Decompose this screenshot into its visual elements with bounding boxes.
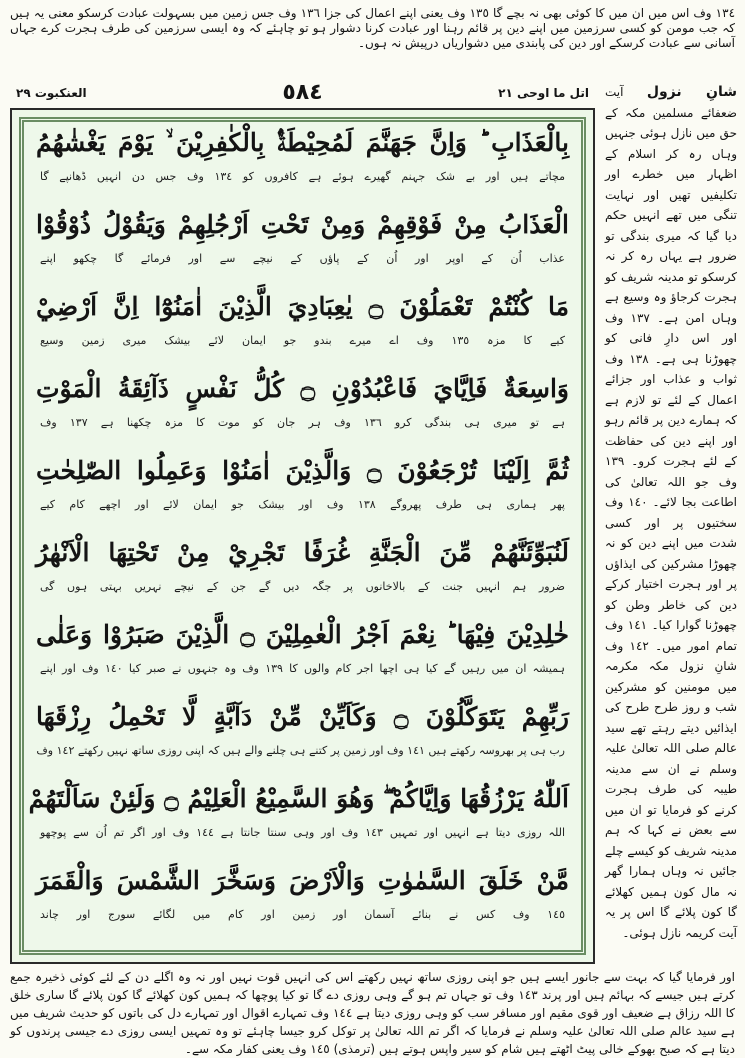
arabic-line: لَنُبَوِّئَنَّهُمْ مِّنَ الْجَنَّةِ غُرَفًا تَجْرِيْ مِنْ تَحْتِهَا الْاَنْهٰرُ	[36, 538, 569, 567]
translation-line: مچاتے ہیں اور بے شک جہنم گھیرے ہوئے ہے کافروں کو ١٣٤ وف جس دن انہیں ڈھانپے گا	[40, 170, 566, 183]
side-commentary-text: آیت ضعفائے مسلمین مکہ کے حق میں نازل ہوئی جنہیں وہاں رہ کر اسلام کے اظہار میں خطرے اور تکلیفیں تھیں اور نہایت تنگی میں تھے انہیں حکم دیا گیا کہ میری بندگی تو ضرور ہے یہاں رہ کر نہ کرسکو تو مدینہ شریف کو ہجرت کرجاؤ وہ وسیع ہے وہاں امن ہے۔ ١٣٧ وف اور اس دارِ فانی کو چھوڑنا ہی ہے۔ ١٣٨ وف ثواب و عذاب اور جزائے اعمال کے لئے تو لازم ہے کہ ہمارے دین پر قائم رہو اور اپنے دین کی حفاظت کے لئے ہجرت کرو۔ ١٣٩ وف جو اللہ تعالیٰ کی اطاعت بجا لائے۔ ١٤٠ وف سختیوں پر اور کسی شدت میں اپنے دین کو نہ چھوڑا مشرکین کی ایذاؤں پر اور ہجرت اختیار کرکے دین کی خاطر وطن کو چھوڑنا گوارا کیا۔ ١٤١ وف تمام امور میں۔ ١٤٢ وف شانِ نزول مکہ مکرمہ میں مومنین کو مشرکین شب و روز طرح طرح کی ایذائیں دیتے رہتے تھے سید عالم صلی اللہ تعالیٰ علیہ وسلم نے ان سے مدینہ طیبہ کی طرف ہجرت کرنے کو فرمایا تو ان میں سے بعض نے کہا کہ ہم مدینہ شریف کو کیسے چلے جائیں نہ وہاں ہمارا گھر نہ مال کون ہمیں کھلائے گا کون پلائے گا اس پر یہ آیت کریمہ نازل ہوئی۔	[605, 85, 737, 940]
page-number: ٥٨٤	[282, 80, 323, 105]
arabic-line: رَبِّهِمْ يَتَوَكَّلُوْنَ ۝ وَكَاَيِّنْ مِّنْ دَآبَّةٍ لَّا تَحْمِلُ رِزْقَهَا	[36, 702, 569, 731]
arabic-line: الْعَذَابُ مِنْ فَوْقِهِمْ وَمِنْ تَحْتِ اَرْجُلِهِمْ وَيَقُوْلُ ذُوْقُوْا	[36, 210, 569, 239]
translation-line: ہے تو میری ہی بندگی کرو ١٣٦ وف ہر جان کو موت کا مزہ چکھنا ہے ١٣٧ وف	[40, 416, 565, 429]
arabic-line: خٰلِدِيْنَ فِيْهَا ؕ نِعْمَ اَجْرُ الْعٰمِلِيْنَ ۝ الَّذِيْنَ صَبَرُوْا وَعَلٰى	[36, 620, 569, 649]
translation-line: ہمیشہ ان میں رہیں گے کیا ہی اچھا اجر کام والوں کا ١٣٩ وف وہ جنہوں نے صبر کیا ١٤٠ وف اور اپنے	[40, 662, 566, 675]
translation-line: پھر ہماری ہی طرف پھروگے ١٣٨ وف اور بیشک جو ایمان لائے اور اچھے کام کیے	[40, 498, 565, 511]
translation-line: کیے کا مزہ ١٣٥ وف اے میرے بندو جو ایمان لائے بیشک میری زمین وسیع	[40, 334, 565, 347]
juz-reference: اتل ما اوحی ٢١	[498, 86, 589, 100]
translation-line: عذاب اُن کے اوپر اور اُن کے پاؤں کے نیچے سے اور فرمائے گا چکھو اپنے	[40, 252, 565, 265]
surah-name: العنکبوت ٢٩	[16, 86, 87, 100]
arabic-line: وَاسِعَةٌ فَاِيَّايَ فَاعْبُدُوْنِ ۝ كُلُّ نَفْسٍ ذَآئِقَةُ الْمَوْتِ	[36, 374, 569, 403]
side-commentary	[605, 82, 737, 964]
arabic-line: ثُمَّ اِلَيْنَا تُرْجَعُوْنَ ۝ وَالَّذِيْنَ اٰمَنُوْا وَعَمِلُوا الصّٰلِحٰتِ	[36, 456, 569, 485]
translation-line: ١٤٥ وف کس نے بنائے آسمان اور زمین اور کام میں لگائے سورج اور چاند	[40, 908, 565, 921]
translation-line: اللہ روزی دیتا ہے انہیں اور تمہیں ١٤٣ وف اور وہی سنتا جانتا ہے ١٤٤ وف اور اگر تم اُن سے پوچھو	[40, 826, 565, 839]
top-footnote: ١٣٤ وف اس میں ان میں کا کوئی بھی نہ بچے گا ١٣٥ وف یعنی اپنے اعمال کی جزا ١٣٦ وف جس زمین میں بسہولت عبادت کرسکو معنی یہ ہیں کہ جب مومن کو کسی سرزمین میں اپنے دین پر قائم رہنا اور عبادت کرنا دشوار ہو تو چاہئے کہ وہ ایسی سرزمین کی طرف ہجرت کرے جہاں آسانی سے عبادت کرسکے اور دین کی پابندی میں دشواریاں درپیش نہ ہوں۔	[10, 6, 736, 50]
arabic-line: اَللّٰهُ يَرْزُقُهَا وَاِيَّاكُمْ ۖ وَهُوَ السَّمِيْعُ الْعَلِيْمُ ۝ وَلَئِنْ سَاَلْتَهُمْ	[28, 784, 569, 813]
side-commentary-heading: شانِ نزول	[646, 84, 737, 100]
translation-line: ضرور ہم انہیں جنت کے بالاخانوں پر جگہ دیں گے جن کے نیچے نہریں بہتی ہوں گی	[40, 580, 565, 593]
page-header	[10, 82, 595, 106]
translation-line: رب ہی پر بھروسہ رکھتے ہیں ١٤١ وف اور زمین پر کتنے ہی چلنے والے ہیں کہ اپنی روزی ساتھ نہیں رکھتے ١٤٢ وف	[36, 744, 565, 757]
quran-text-frame	[19, 117, 586, 955]
arabic-line: بِالْعَذَابِ ؕ وَاِنَّ جَهَنَّمَ لَمُحِيْطَةٌۢ بِالْكٰفِرِيْنَ ۙ يَوْمَ يَغْشٰهُمُ	[36, 128, 569, 157]
arabic-line: مَا كُنْتُمْ تَعْمَلُوْنَ ۝ يٰعِبَادِيَ الَّذِيْنَ اٰمَنُوْٓا اِنَّ اَرْضِيْ	[36, 292, 569, 321]
arabic-line: مَّنْ خَلَقَ السَّمٰوٰتِ وَالْاَرْضَ وَسَخَّرَ الشَّمْسَ وَالْقَمَرَ	[36, 866, 569, 895]
quran-text-panel	[10, 108, 595, 964]
bottom-footnote: اور فرمایا گیا کہ بہت سے جانور ایسے ہیں جو اپنی روزی ساتھ نہیں رکھتے اس کی انہیں قوت نہیں اور نہ وہ اگلے دن کے لئے کوئی ذخیرہ جمع کرتے ہیں جیسے کہ بہائم ہیں اور پرند ١٤٣ وف تو جہاں تم ہو گے وہی روزی دے گا تو کیا پوچھا کہ ہمیں کون کھلائے گا کون پلائے گا ساری خلق کا اللہ رزاق ہے ضعیف اور قوی مقیم اور مسافر سب کو وہی روزی دیتا ہے ١٤٤ وف تمہارے اقوال اور تمہارے دل کی باتوں کو حدیث شریف میں ہے سید عالم صلی اللہ تعالیٰ علیہ وسلم نے فرمایا کہ اگر تم اللہ تعالیٰ پر توکل کرو جیسا چاہئے تو وہ تمہیں ایسی روزی دے جیسی پرندوں کو دیتا ہے کہ صبح بھوکے خالی پیٹ اٹھتے ہیں شام کو سیر واپس ہوتے ہیں (ترمذی) ١٤٥ وف یعنی کفار مکہ سے۔	[10, 970, 735, 1056]
